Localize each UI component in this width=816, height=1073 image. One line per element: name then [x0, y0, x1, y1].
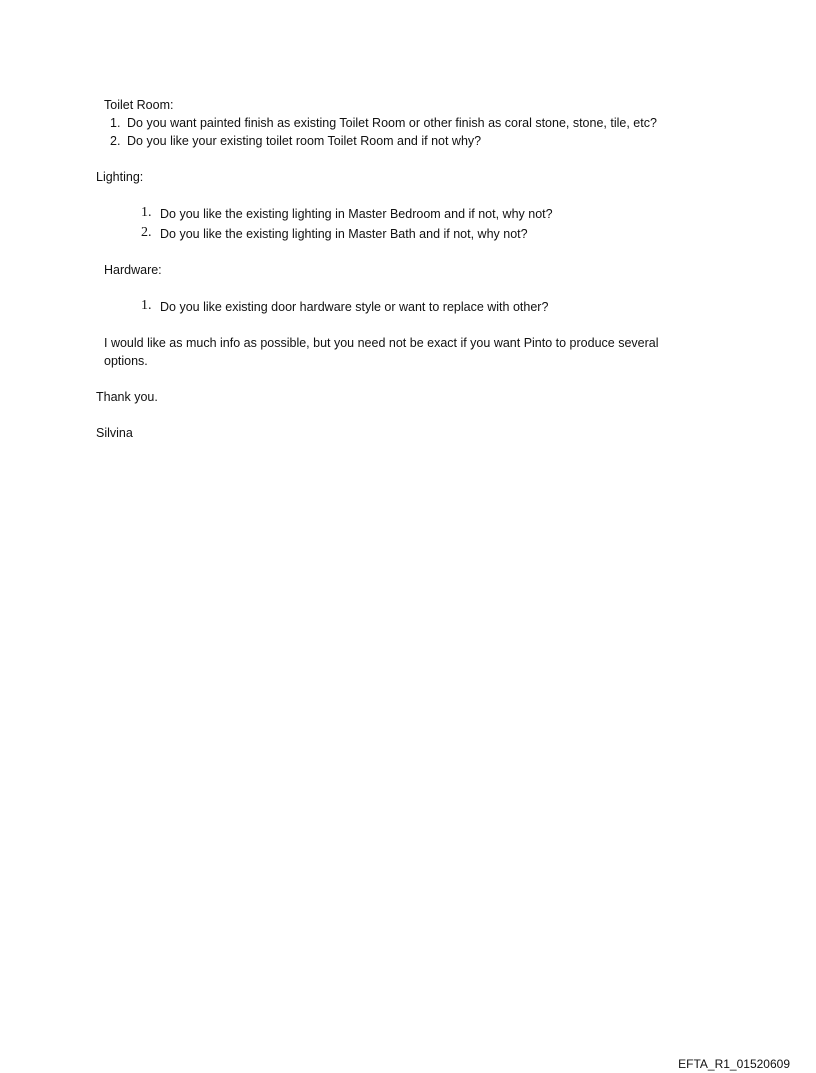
toilet-room-item-1-number: 1.: [110, 116, 121, 130]
closing-note-line-1: I would like as much info as possible, but you need not be exact if you want Pinto to produce several: [104, 336, 659, 350]
lighting-heading: Lighting:: [96, 170, 144, 184]
toilet-room-item-2-text: Do you like your existing toilet room Toilet Room and if not why?: [127, 134, 482, 148]
document-id-stamp: EFTA_R1_01520609: [678, 1057, 790, 1071]
signature-name: Silvina: [96, 426, 133, 440]
closing-note-line-2: options.: [104, 354, 148, 368]
toilet-room-item-2-number: 2.: [110, 134, 121, 148]
lighting-item-2-number: 2.: [141, 225, 152, 240]
lighting-item-1-number: 1.: [141, 205, 152, 220]
hardware-heading: Hardware:: [104, 263, 162, 277]
lighting-item-2-text: Do you like the existing lighting in Master Bath and if not, why not?: [160, 227, 528, 241]
thank-you-line: Thank you.: [96, 390, 158, 404]
hardware-item-1-number: 1.: [141, 298, 152, 313]
toilet-room-heading: Toilet Room:: [104, 98, 174, 112]
lighting-item-1-text: Do you like the existing lighting in Master Bedroom and if not, why not?: [160, 207, 553, 221]
hardware-item-1-text: Do you like existing door hardware style or want to replace with other?: [160, 300, 549, 314]
toilet-room-item-1-text: Do you want painted finish as existing Toilet Room or other finish as coral stone, stone, tile, etc?: [127, 116, 657, 130]
